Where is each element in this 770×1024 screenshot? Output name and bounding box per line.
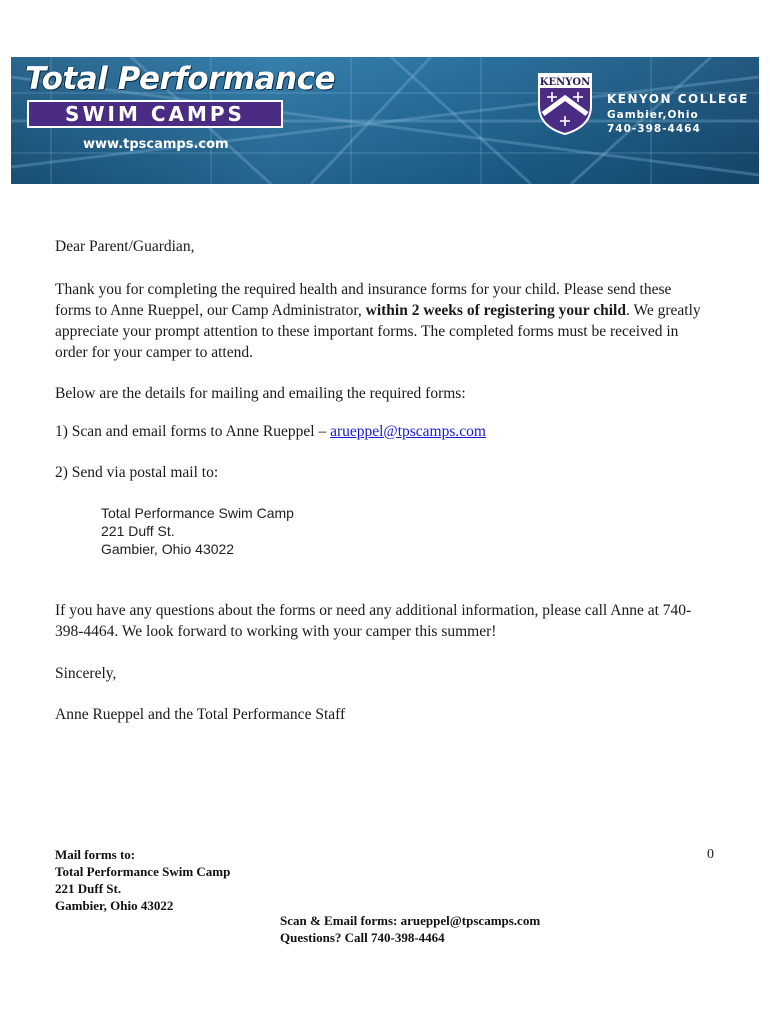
header-banner bbox=[11, 57, 759, 184]
page-number: 0 bbox=[707, 847, 714, 862]
shield-text: KENYON bbox=[539, 77, 591, 88]
brand-url: www.tpscamps.com bbox=[83, 137, 229, 152]
brand-subtitle: SWIM CAMPS bbox=[27, 100, 283, 128]
step-email-text: 1) Scan and email forms to Anne Rueppel – bbox=[55, 423, 331, 440]
kenyon-shield-icon bbox=[535, 70, 595, 136]
footer-mail-line-2: 221 Duff St. bbox=[55, 881, 122, 896]
address-line-2: 221 Duff St. bbox=[101, 523, 175, 539]
mailing-address bbox=[101, 504, 294, 558]
footer-contact-block bbox=[280, 912, 540, 946]
brand-title: Total Performance bbox=[25, 61, 336, 97]
footer-mail-heading: Mail forms to: bbox=[55, 847, 136, 862]
signature: Anne Rueppel and the Total Performance Staff bbox=[55, 706, 346, 723]
college-city: Gambier,Ohio bbox=[607, 109, 699, 121]
paragraph-instructions bbox=[55, 279, 710, 363]
paragraph-details-intro: Below are the details for mailing and emailing the required forms: bbox=[55, 385, 466, 402]
footer-questions: Questions? Call 740-398-4464 bbox=[280, 930, 445, 945]
footer-mail-block bbox=[55, 846, 230, 914]
paragraph-instructions-end: . We greatly appreciate your prompt attention to these important forms. The completed forms must be received in order for your camper to attend. bbox=[55, 302, 701, 361]
salutation: Dear Parent/Guardian, bbox=[55, 238, 195, 255]
step-postal: 2) Send via postal mail to: bbox=[55, 464, 219, 481]
footer-scan-email: Scan & Email forms: arueppel@tpscamps.com bbox=[280, 913, 541, 928]
paragraph-questions: If you have any questions about the forms or need any additional information, please call Anne at 740-398-4464. We look forward to working with your camper this summer! bbox=[55, 602, 692, 640]
footer-mail-line-1: Total Performance Swim Camp bbox=[55, 864, 231, 879]
address-line-1: Total Performance Swim Camp bbox=[101, 505, 294, 521]
address-line-3: Gambier, Ohio 43022 bbox=[101, 541, 235, 557]
deadline-emphasis: within 2 weeks of registering your child bbox=[365, 302, 626, 319]
college-phone: 740-398-4464 bbox=[607, 123, 701, 135]
step-email bbox=[55, 421, 486, 442]
paragraph-instructions-start: Thank you for completing the required health and insurance forms for your child. Please send these forms to Anne Rueppel, our Camp Administrator, bbox=[55, 281, 672, 319]
email-link[interactable]: arueppel@tpscamps.com bbox=[330, 423, 486, 440]
footer-mail-line-3: Gambier, Ohio 43022 bbox=[55, 898, 174, 913]
college-name: KENYON COLLEGE bbox=[607, 92, 749, 106]
closing: Sincerely, bbox=[55, 665, 117, 682]
